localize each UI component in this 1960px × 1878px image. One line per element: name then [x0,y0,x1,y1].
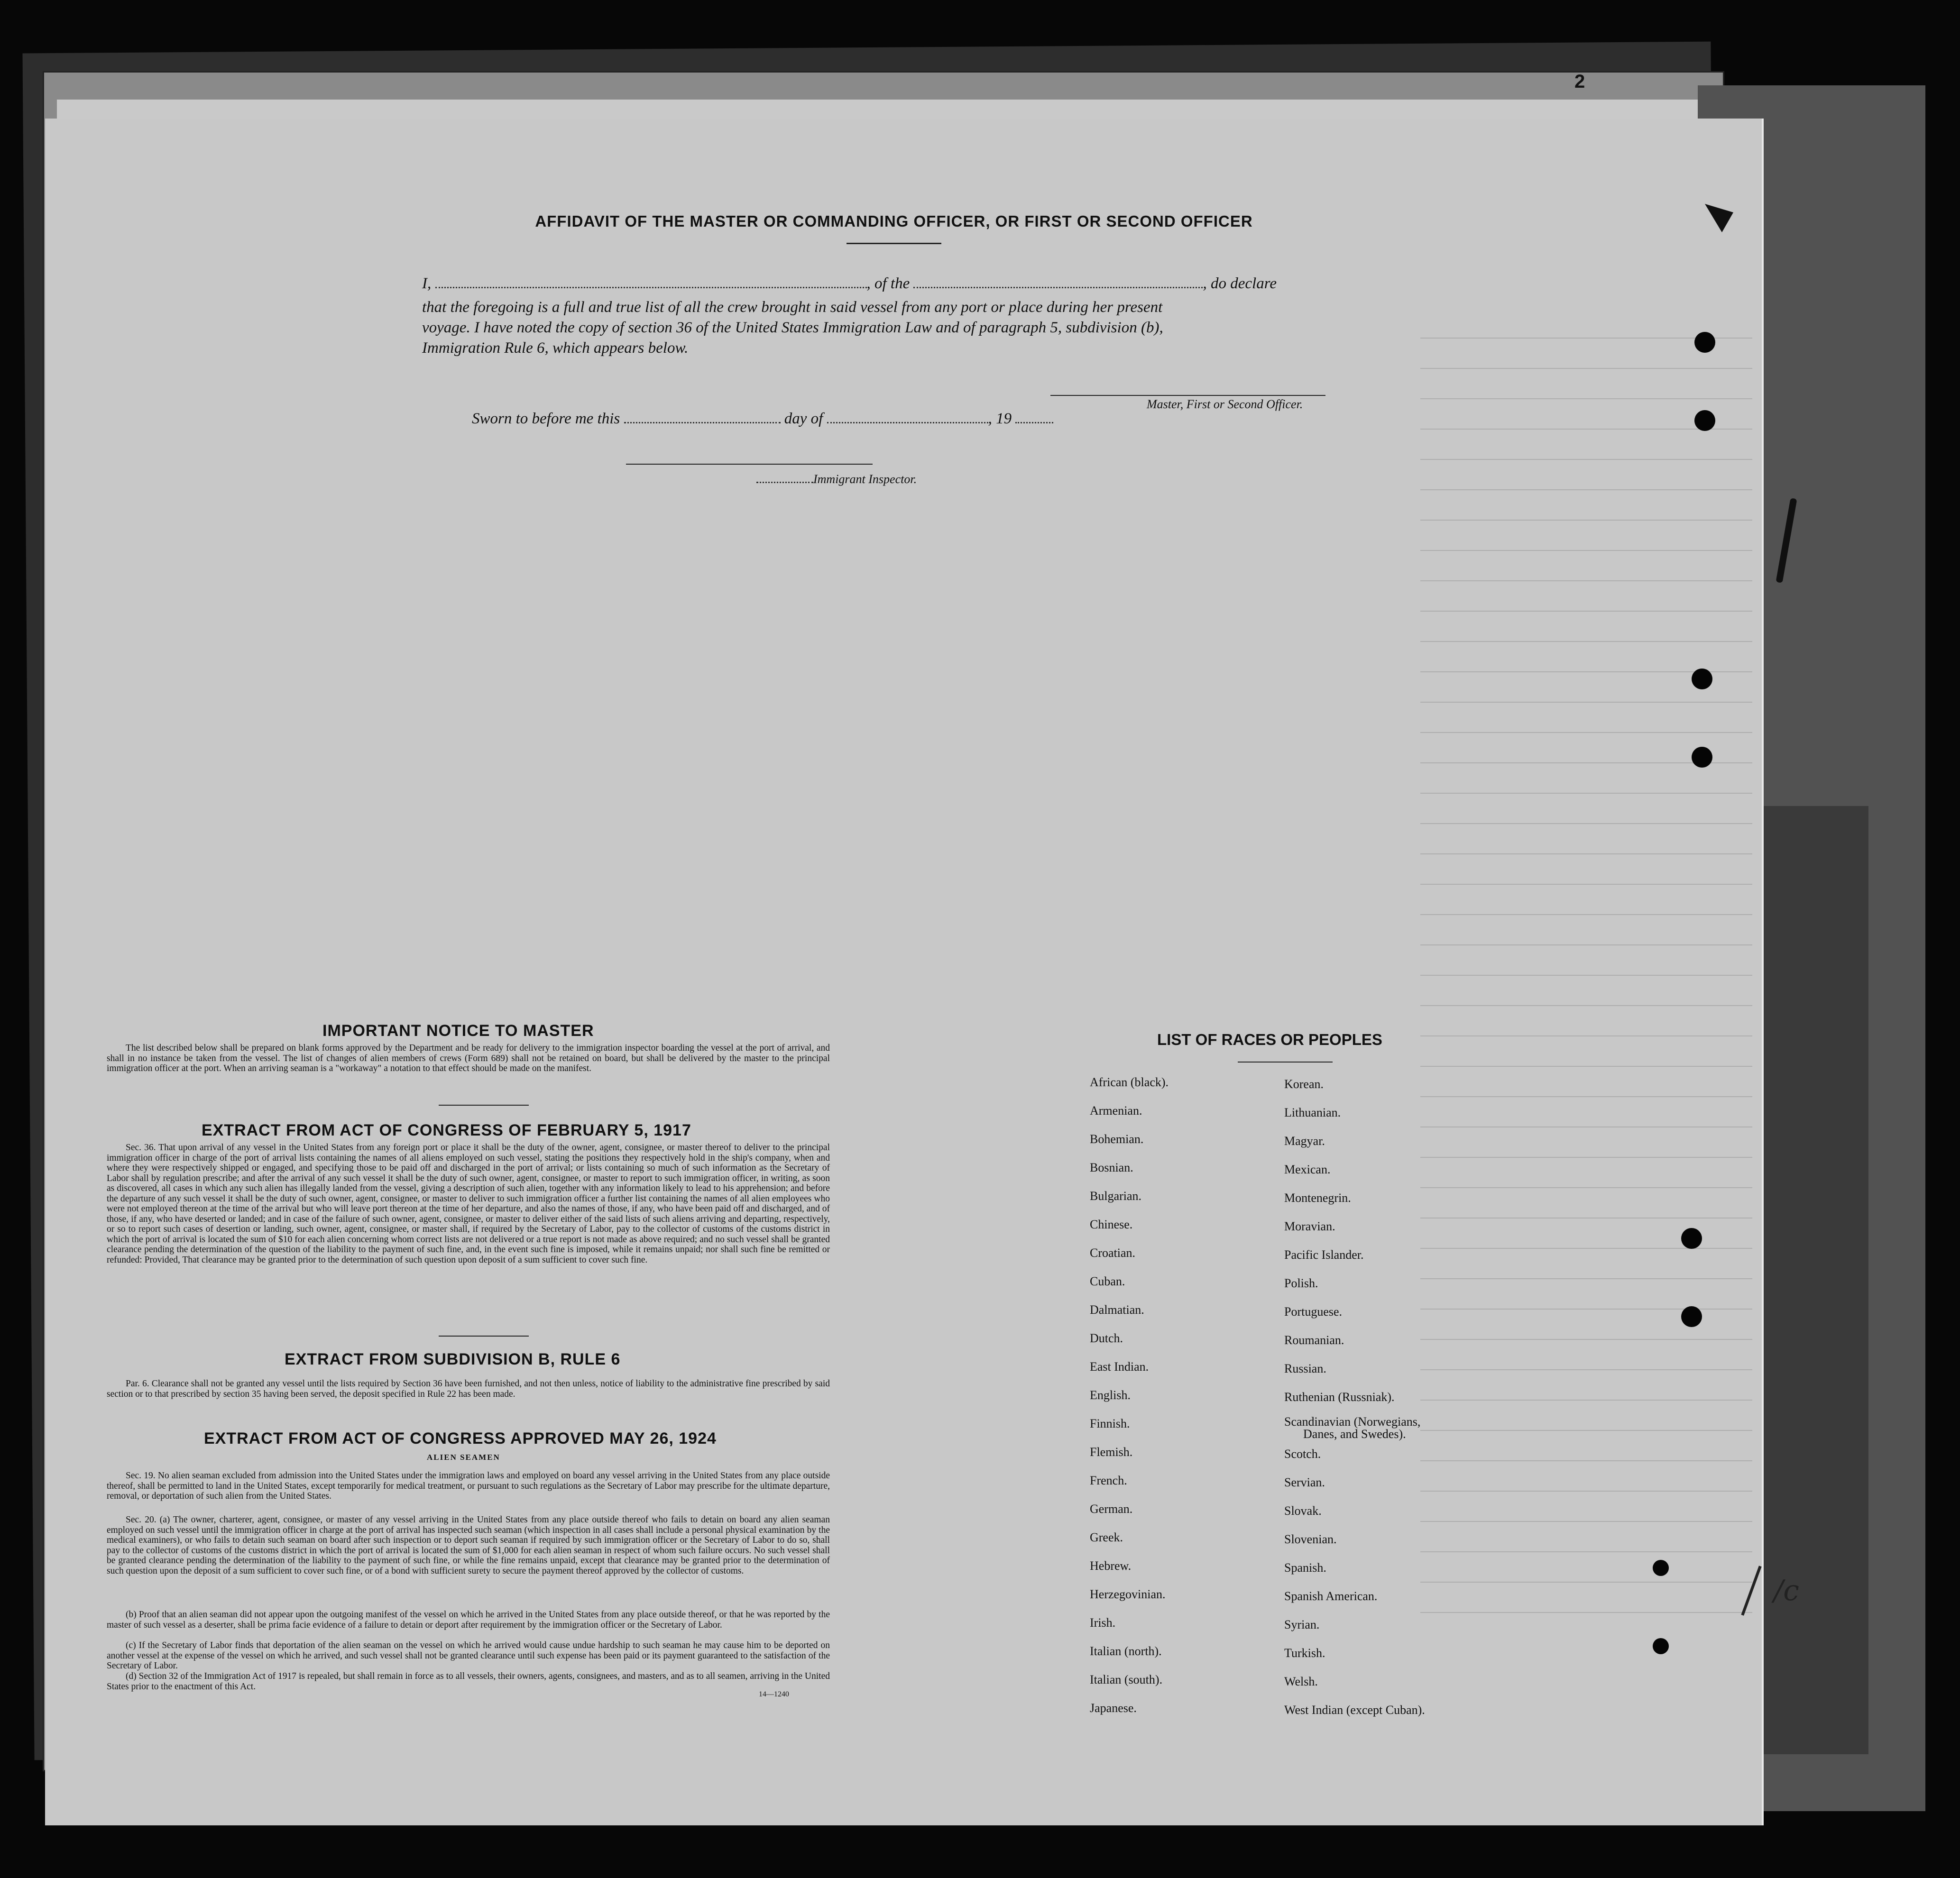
year-prefix: , 19 [988,410,1012,427]
race-item: Greek. [1090,1530,1123,1544]
races-title-rule [1238,1062,1333,1063]
race-item: Russian. [1284,1362,1326,1375]
race-item: Spanish. [1284,1561,1326,1575]
race-item: Hebrew. [1090,1559,1132,1573]
notice-title: IMPORTANT NOTICE TO MASTER [322,1022,594,1040]
sworn-line [472,410,1053,428]
name-blank [435,275,867,288]
race-item: Flemish. [1090,1445,1133,1459]
race-item: Dutch. [1090,1331,1123,1345]
section-divider [439,1105,529,1106]
extract-1917-text: Sec. 36. That upon arrival of any vessel in the United States from any foreign port or place it shall be the duty of the owner, agent, consignee, or master thereof to deliver to the principal immigration officer in charge of the port of arrival lists containing the names of all aliens employed on such vessel, stating the positions they respectively hold in the ship's company, when and where they were respectively shipped or engaged, and specifying those to be paid off and discharged in the port of arrival; or lists containing so much of such information as the Secretary of Labor shall by regulation prescribe; and after the arrival of any such vessel it shall be the duty of such owner, agent, consignee, or master to report to such immigration officer, in writing, as soon as discovered, all cases in which any such alien has illegally landed from the vessel, giving a description of such alien, together with any information likely to lead to his apprehension; and before the departure of any such vessel it shall be the duty of such owner, agent, consignee, or master to deliver to such immigration officer a further list containing the names of all alien employees who were not employed thereon at the time of the arrival but who will leave port thereon at the time of her departure, and also the names of those, if any, who have been paid off and discharged, and of those, if any, who have deserted or landed; and in case of the failure of such owner, agent, consignee, or master to deliver either of the said lists of such aliens arriving and departing, respectively, or so to report such cases of desertion or landing, such owner, agent, consignee, or master shall, if required by the Secretary of Labor, pay to the collector of customs of the customs district in which the port of arrival is located the sum of $10 for each alien concerning whom correct lists are not delivered or a true report is not made as above required; and no such vessel shall be granted clearance pending the determination of the question of the liability to the payment of such fine, and, in the event such fine is imposed, while it remains unpaid; nor shall such fine be remitted or refunded: Provided, That clearance may be granted prior to the determination of such question upon deposit of a sum sufficient to cover such fine. [107,1143,830,1265]
race-item: Scotch. [1284,1447,1321,1461]
punch-hole [1681,1228,1702,1249]
race-item: Bosnian. [1090,1161,1133,1174]
affidavit-line-3: voyage. I have noted the copy of section 36 of the United States Immigration Law and of paragraph 5, subdivision (b), [422,319,1163,336]
race-item: Roumanian. [1284,1333,1344,1347]
race-item: Welsh. [1284,1675,1318,1688]
race-item-continuation: Danes, and Swedes). [1303,1427,1406,1441]
race-item: Cuban. [1090,1274,1125,1288]
race-item: English. [1090,1388,1131,1402]
race-item: Chinese. [1090,1218,1133,1231]
affidavit-line-4: Immigration Rule 6, which appears below. [422,339,689,357]
alien-seamen-heading: ALIEN SEAMEN [427,1453,500,1462]
master-signature-line [1050,395,1325,396]
master-caption: Master, First or Second Officer. [1147,397,1303,411]
extract-1924-sec19: Sec. 19. No alien seaman excluded from admission into the United States under the immigration laws and employed on board any vessel arriving in the United States from any place outside thereof, shall be permitted to land in the United States, except temporarily for medical treatment, or pursuant to such regulations as the Secretary of Labor may prescribe for the ultimate departure, removal, or deportation of such alien from the United States. [107,1471,830,1501]
race-item: Bohemian. [1090,1132,1144,1146]
month-blank [827,411,988,423]
race-item: Korean. [1284,1077,1324,1091]
race-item: Italian (south). [1090,1673,1163,1686]
affidavit-title: AFFIDAVIT OF THE MASTER OR COMMANDING OFFICER, OR FIRST OR SECOND OFFICER [535,212,1253,230]
race-item: Italian (north). [1090,1644,1162,1658]
race-item: Dalmatian. [1090,1303,1144,1317]
notice-text: The list described below shall be prepared on blank forms approved by the Department and be ready for delivery to the immigration inspector boarding the vessel at the port of arrival, and shall in no instance be taken from the vessel. The list of changes of alien members of crews (Form 689) shall not be retained on board, but shall be delivered by the master to the principal immigration officer at the port. When an arriving seaman is a "workaway" a notation to that effect should be made on the manifest. [107,1043,830,1073]
race-item: Mexican. [1284,1163,1331,1176]
punch-hole [1692,669,1712,689]
race-item: Turkish. [1284,1646,1325,1660]
affidavit-of-the: , of the [866,275,910,292]
bleed-through-ruling [1420,308,1752,1636]
race-item: Moravian. [1284,1219,1335,1233]
extract-1924-sec20a: Sec. 20. (a) The owner, charterer, agent, consignee, or master of any vessel arriving in the United States from any place outside thereof who fails to detain on board any alien seaman employed on such vessel until the immigration officer in charge at the port of arrival has inspected such seaman (which inspection in all cases shall include a personal physical examination by the medical examiners), or who fails to detain such seaman on board after such inspection or to deport such seaman if required by such immigration officer or the Secretary of Labor to do so, shall pay to the collector of customs of the customs district in which the port of arrival is located the sum of $1,000 for each alien seaman in respect of whom such failure occurs. No such vessel shall be granted clearance pending the determination of the liability to the payment of such fine, or while the fine remains unpaid, except that clearance may be granted prior to the determination of such question upon the deposit of a sum sufficient to cover such fine, or of a bond with sufficient surety to secure the payment thereof approved by the collector of customs. [107,1515,830,1576]
right-paper-stack-shadow [1745,806,1868,1754]
inspector-caption: Immigrant Inspector. [756,472,917,486]
race-item: Armenian. [1090,1104,1142,1118]
race-item: East Indian. [1090,1360,1149,1374]
race-item: Pacific Islander. [1284,1248,1364,1262]
race-item: Montenegrin. [1284,1191,1351,1205]
affidavit-declare: , do declare [1203,275,1277,292]
page-number: 2 [1574,71,1585,92]
race-item: Irish. [1090,1616,1116,1630]
race-item: Croatian. [1090,1246,1136,1260]
race-item: Japanese. [1090,1701,1137,1715]
race-item: Spanish American. [1284,1589,1378,1603]
race-item: Finnish. [1090,1417,1130,1430]
race-item: Herzegovinian. [1090,1587,1166,1601]
position-blank [913,275,1203,288]
race-item: Lithuanian. [1284,1106,1341,1119]
affidavit-i: I, [422,275,432,292]
race-item: Scandinavian (Norwegians, [1284,1415,1421,1429]
affidavit-line-1 [422,275,1277,293]
handwritten-note: /c [1774,1574,1799,1607]
affidavit-line-2: that the foregoing is a full and true list of all the crew brought in said vessel from any port or place during her present [422,299,1163,316]
year-blank [1015,411,1053,423]
race-item: Portuguese. [1284,1305,1343,1319]
race-item: African (black). [1090,1075,1169,1089]
corner-mark [1705,204,1733,232]
extract-1924-sec20c: (c) If the Secretary of Labor finds that deportation of the alien seaman on the vessel on which he arrived would cause undue hardship to such seaman he may cause him to be deported on another vessel at the expense of the vessel on which he arrived, and such vessel shall not be granted clearance until such expense has been paid or its payment guaranteed to the satisfaction of the Secretary of Labor. [107,1640,830,1671]
punch-hole [1681,1306,1702,1327]
punch-hole [1653,1560,1669,1576]
extract-1917-title: EXTRACT FROM ACT OF CONGRESS OF FEBRUARY 5, 1917 [202,1121,691,1139]
punch-hole [1694,332,1715,353]
day-of-text: day of [784,410,823,427]
extract-1924-sec20b: (b) Proof that an alien seaman did not appear upon the outgoing manifest of the vessel on which he arrived in the United States from any place outside thereof, or that he was reported by the master of such vessel as a deserter, shall be prima facie evidence of a failure to detain or deport after requirement by the immigration officer or the Secretary of Labor. [107,1610,830,1630]
section-divider [439,1336,529,1337]
inspector-signature-line [626,464,873,465]
title-rule [847,243,941,244]
race-item: German. [1090,1502,1133,1516]
race-item: Syrian. [1284,1618,1320,1631]
punch-hole [1653,1638,1669,1654]
race-item: Servian. [1284,1475,1325,1489]
extract-1924-title: EXTRACT FROM ACT OF CONGRESS APPROVED MAY 26, 1924 [204,1429,717,1447]
extract-1924-sec20d: (d) Section 32 of the Immigration Act of 1917 is repealed, but shall remain in force as to all vessels, their owners, agents, consignees, and masters, and as to all seamen, arriving in the United States prior to the enactment of this Act. [107,1671,830,1692]
race-item: Slovak. [1284,1504,1322,1518]
sworn-text: Sworn to before me this [472,410,620,427]
punch-hole [1692,747,1712,768]
race-item: West Indian (except Cuban). [1284,1703,1425,1717]
race-item: Bulgarian. [1090,1189,1142,1203]
race-item: Polish. [1284,1276,1318,1290]
race-item: Ruthenian (Russniak). [1284,1390,1395,1404]
race-item: Slovenian. [1284,1532,1337,1546]
races-title: LIST OF RACES OR PEOPLES [1157,1031,1382,1048]
extract-rule6-title: EXTRACT FROM SUBDIVISION B, RULE 6 [285,1350,621,1368]
race-item: French. [1090,1474,1127,1487]
race-item: Magyar. [1284,1134,1325,1148]
day-blank [624,411,781,423]
form-number: 14—1240 [759,1690,789,1698]
extract-rule6-text: Par. 6. Clearance shall not be granted any vessel until the lists required by Section 36 have been furnished, and not then unless, notice of liability to the administrative fine prescribed by said section or to that prescribed by section 35 having been served, the deposit specified in Rule 22 has been made. [107,1379,830,1399]
punch-hole [1694,410,1715,431]
